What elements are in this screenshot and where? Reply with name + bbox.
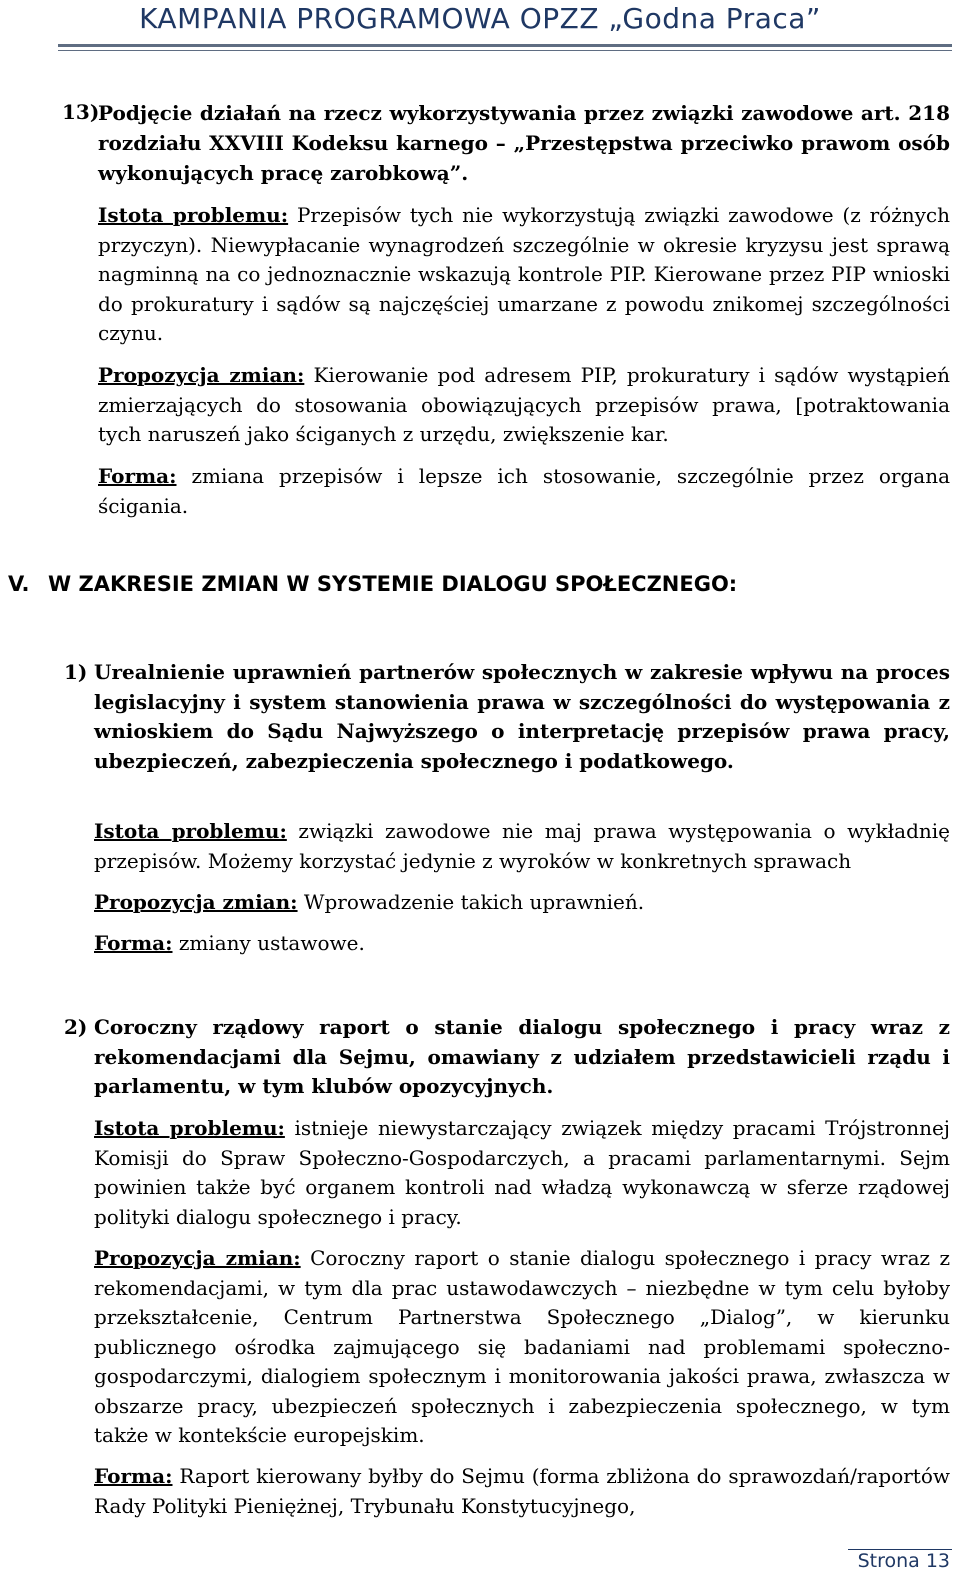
istota-paragraph bbox=[94, 1114, 950, 1232]
header-rule-thin bbox=[58, 50, 952, 51]
forma-text: Raport kierowany byłby do Sejmu (forma zbliżona do sprawozdań/raportów Rady Polityki Pieniężnej, Trybunału Konstytucyjnego, bbox=[94, 1464, 950, 1518]
forma-label: Forma: bbox=[94, 1464, 173, 1488]
istota-text: Przepisów tych nie wykorzystują związki zawodowe (z różnych przyczyn). Niewypłacanie wynagrodzeń szczególnie w okresie kryzysu jest sprawą nagminną na co jednoznacznie wskazują kontrole PIP. Kierowane przez PIP wnioski do prokuratury i sądów są najczęściej umarzane z powodu znikomej szczególności czynu. bbox=[98, 203, 950, 345]
item-title: Urealnienie uprawnień partnerów społecznych w zakresie wpływu na proces legislacyjny i system stanowienia prawa w szczególności do występowania z wnioskiem do Sądu Najwyższego o interpretację przepisów prawa pracy, ubezpieczeń, zabezpieczenia społecznego i podatkowego. bbox=[94, 660, 950, 773]
istota-label: Istota problemu: bbox=[94, 819, 287, 843]
forma-text: zmiany ustawowe. bbox=[172, 931, 365, 955]
propozycja-paragraph bbox=[94, 1244, 950, 1451]
section-number: V. bbox=[8, 572, 30, 596]
section-title: W ZAKRESIE ZMIAN W SYSTEMIE DIALOGU SPOŁECZNEGO: bbox=[48, 572, 738, 596]
item-title: Podjęcie działań na rzecz wykorzystywania przez związki zawodowe art. 218 rozdziału XXVIII Kodeksu karnego – „Przestępstwa przeciwko prawom osób wykonujących pracę zarobkową”. bbox=[98, 101, 950, 185]
header-title: KAMPANIA PROGRAMOWA OPZZ „Godna Praca” bbox=[139, 2, 821, 35]
forma-label: Forma: bbox=[94, 931, 173, 955]
istota-text: związki zawodowe nie maj prawa występowania o wykładnię przepisów. Możemy korzystać jedynie z wyroków w konkretnych sprawach bbox=[94, 819, 951, 873]
propozycja-label: Propozycja zmian: bbox=[94, 1246, 301, 1270]
forma-paragraph bbox=[94, 929, 950, 959]
forma-label: Forma: bbox=[98, 464, 177, 488]
forma-paragraph bbox=[98, 462, 950, 521]
item-number: 13) bbox=[62, 100, 100, 124]
propozycja-text: Wprowadzenie takich uprawnień. bbox=[297, 890, 645, 914]
propozycja-label: Propozycja zmian: bbox=[94, 890, 298, 914]
propozycja-paragraph bbox=[98, 361, 950, 450]
item-number: 1) bbox=[64, 660, 88, 684]
propozycja-text: Coroczny raport o stanie dialogu społecznego i pracy wraz z rekomendacjami, w tym dla prac ustawodawczych – niezbędne w tym celu byłoby przekształcenie, Centrum Partnerstwa Społecznego „Dialog”, w kierunku publicznego ośrodka zajmującego się badaniami nad problemami społeczno-gospodarczymi, dialogiem społecznym i monitorowania jakości prawa, zwłaszcza w obszarze pracy, ubezpieczeń społecznych i zabezpieczenia społecznego, w tym także w kontekście europejskim. bbox=[94, 1246, 950, 1447]
propozycja-label: Propozycja zmian: bbox=[98, 363, 305, 387]
page-header bbox=[0, 0, 960, 76]
istota-paragraph bbox=[98, 201, 950, 349]
propozycja-text: Kierowanie pod adresem PIP, prokuratury i sądów wystąpień zmierzających do stosowania obowiązujących przepisów prawa, [potraktowania tych naruszeń jako ściganych z urzędu, zwiększenie kar. bbox=[98, 363, 950, 446]
forma-text: zmiana przepisów i lepsze ich stosowanie, szczególnie przez organa ścigania. bbox=[98, 464, 950, 518]
item-title: Coroczny rządowy raport o stanie dialogu społecznego i pracy wraz z rekomendacjami dla Sejmu, omawiany z udziałem przedstawicieli rządu i parlamentu, w tym klubów opozycyjnych. bbox=[94, 1015, 950, 1098]
istota-text: istnieje niewystarczający związek między pracami Trójstronnej Komisji do Spraw Społeczno-Gospodarczych, a pracami parlamentarnymi. Sejm powinien także być organem kontroli nad władzą wykonawczą w sferze rządowej polityki dialogu społecznego i pracy. bbox=[94, 1116, 950, 1229]
header-rule bbox=[58, 44, 952, 47]
section-heading bbox=[8, 572, 737, 596]
istota-paragraph bbox=[94, 817, 950, 876]
forma-paragraph bbox=[94, 1462, 950, 1521]
istota-label: Istota problemu: bbox=[94, 1116, 285, 1140]
propozycja-paragraph bbox=[94, 888, 950, 918]
item-number: 2) bbox=[64, 1015, 88, 1039]
page-number: Strona 13 bbox=[857, 1550, 950, 1572]
istota-label: Istota problemu: bbox=[98, 203, 289, 227]
